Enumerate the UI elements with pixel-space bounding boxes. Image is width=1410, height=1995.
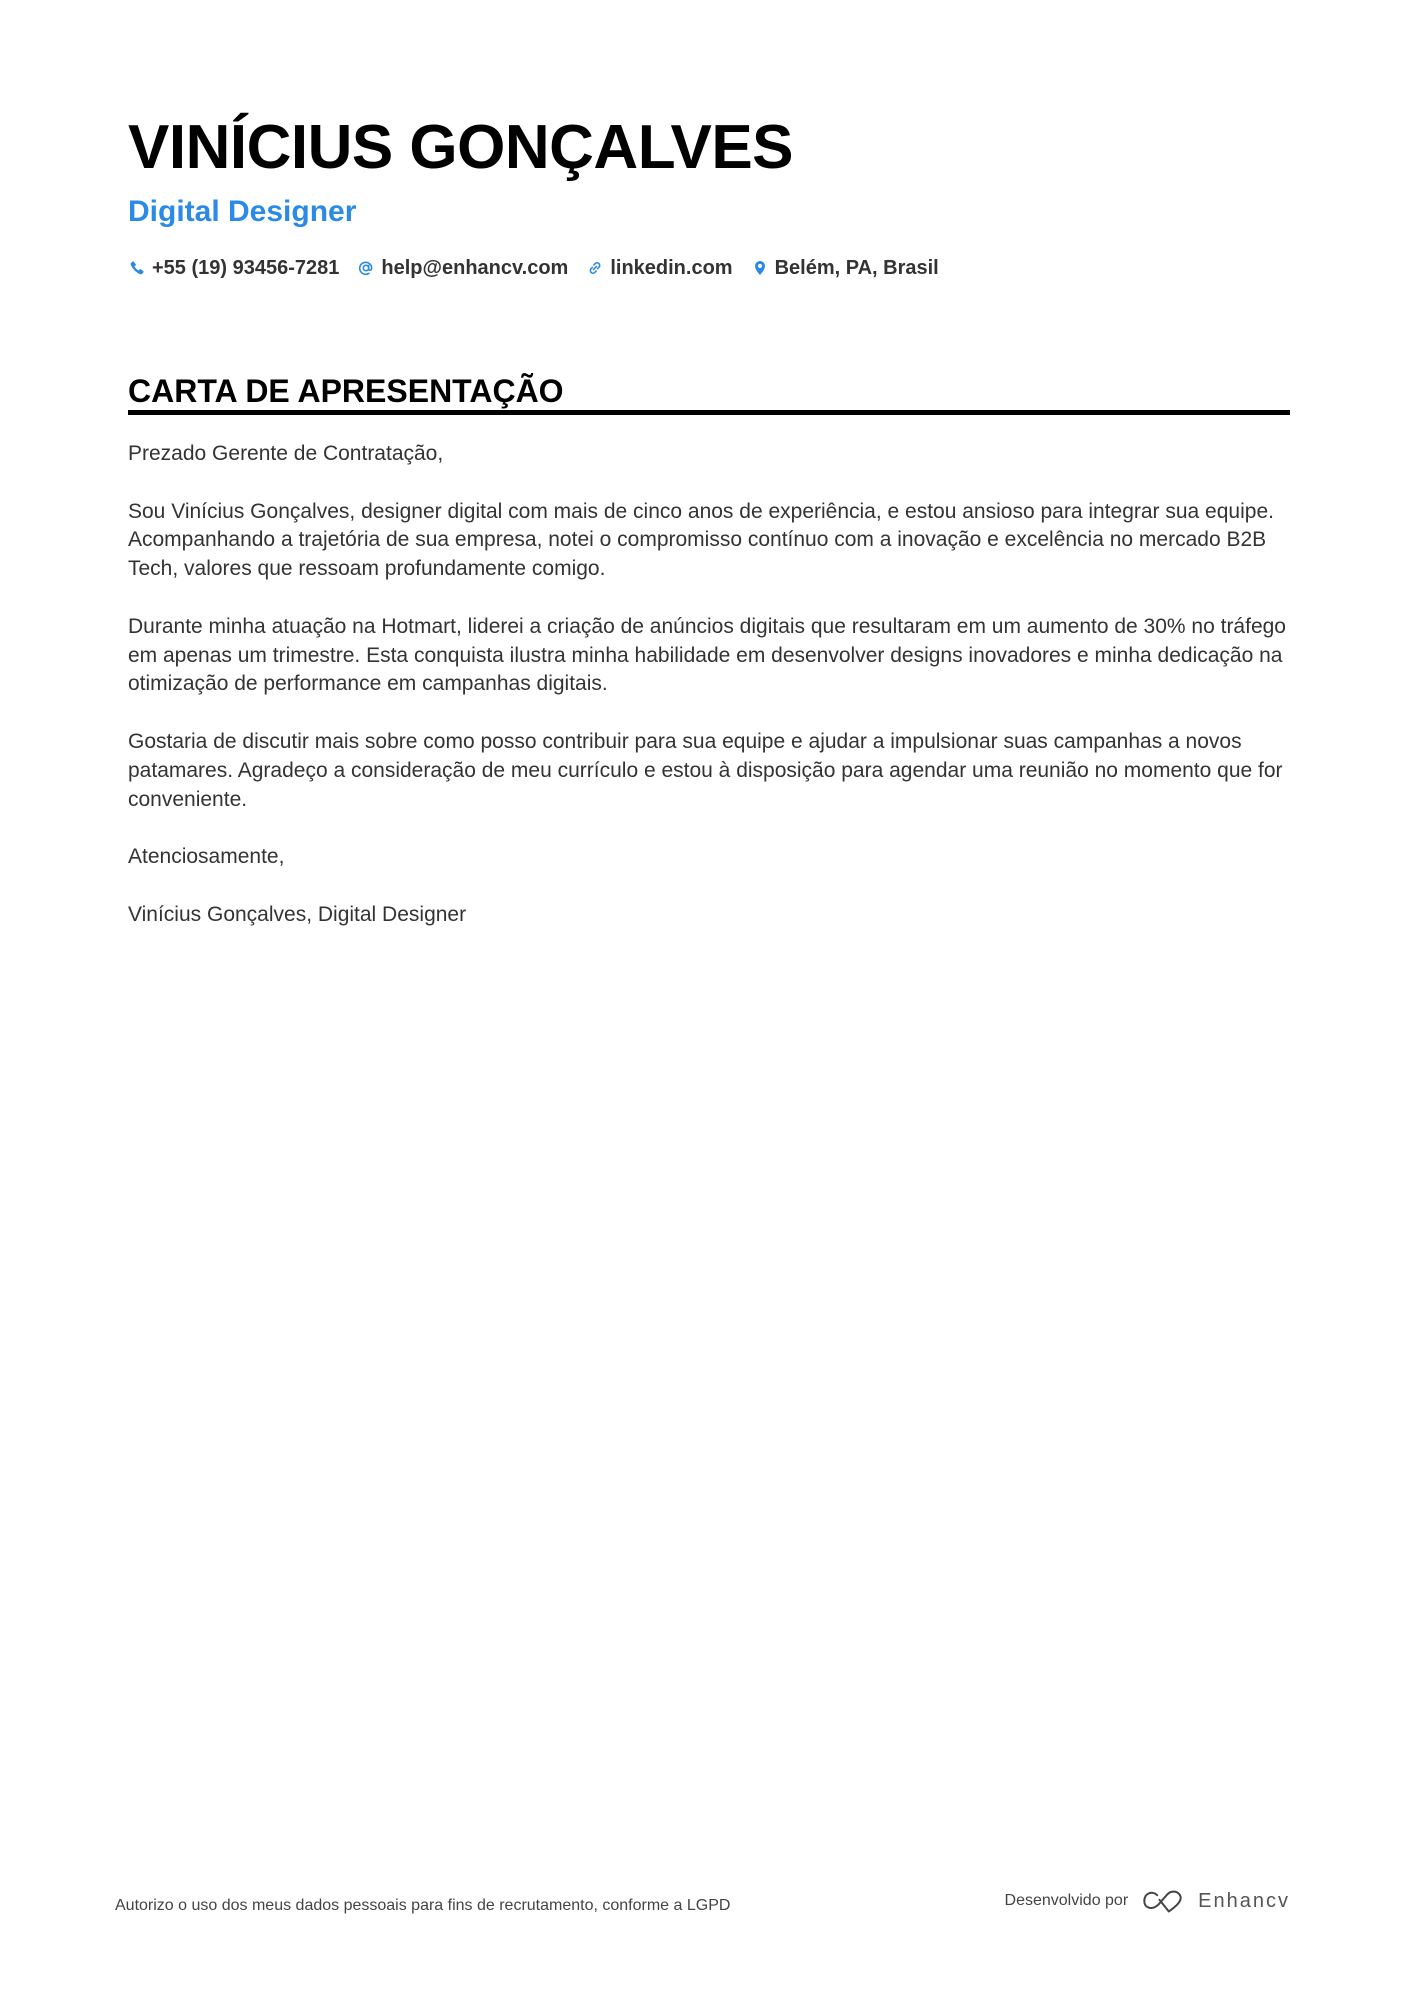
job-title: Digital Designer (128, 195, 357, 228)
linkedin-link[interactable]: linkedin.com (610, 257, 733, 279)
location-text: Belém, PA, Brasil (774, 257, 939, 279)
contact-linkedin[interactable] (587, 255, 732, 281)
contact-email[interactable] (358, 255, 568, 281)
contact-location (752, 255, 939, 281)
closing: Atenciosamente, (128, 845, 285, 869)
signature: Vinícius Gonçalves, Digital Designer (128, 902, 467, 926)
location-pin-icon (752, 260, 768, 276)
salutation: Prezado Gerente de Contratação, (128, 442, 444, 465)
phone-icon (129, 260, 145, 276)
brand-wordmark: Enhancv (1198, 1890, 1290, 1912)
powered-by-block (1005, 1886, 1290, 1916)
section-heading: CARTA DE APRESENTAÇÃO (128, 373, 564, 409)
powered-by-label: Desenvolvido por (1004, 1892, 1129, 1909)
enhancv-logo-icon (1140, 1887, 1186, 1915)
letter-body (128, 440, 1290, 958)
letter-paragraph: Gostaria de discutir mais sobre como posso contribuir para sua equipe e ajudar a impulsionar suas campanhas a novos patamares. Agradeço a consideração de meu currículo e estou à disposição para agendar uma reunião no momento que for conveniente. (128, 729, 1283, 811)
link-icon (587, 260, 603, 276)
at-sign-icon (358, 260, 374, 276)
email-link[interactable]: help@enhancv.com (381, 257, 569, 279)
contact-info (129, 255, 939, 281)
letter-paragraph: Durante minha atuação na Hotmart, liderei a criação de anúncios digitais que resultaram em um aumento de 30% no tráfego em apenas um trimestre. Esta conquista ilustra minha habilidade em desenvolver designs inovadores e minha dedicação na otimização de performance em campanhas digitais. (128, 614, 1286, 696)
candidate-name: VINÍCIUS GONÇALVES (128, 113, 794, 182)
letter-paragraph: Sou Vinícius Gonçalves, designer digital com mais de cinco anos de experiência, e estou ansioso para integrar sua equipe. Acompanhando a trajetória de sua empresa, notei o compromisso contínuo com a inovação e excelência no mercado B2B Tech, valores que ressoam profundamente comigo. (128, 499, 1274, 581)
heading-underline (128, 410, 1290, 415)
consent-note: Autorizo o uso dos meus dados pessoais para fins de recrutamento, conforme a LGPD (115, 1897, 731, 1914)
enhancv-logo (1140, 1887, 1290, 1915)
contact-phone (129, 255, 339, 281)
phone-number: +55 (19) 93456-7281 (152, 257, 340, 279)
